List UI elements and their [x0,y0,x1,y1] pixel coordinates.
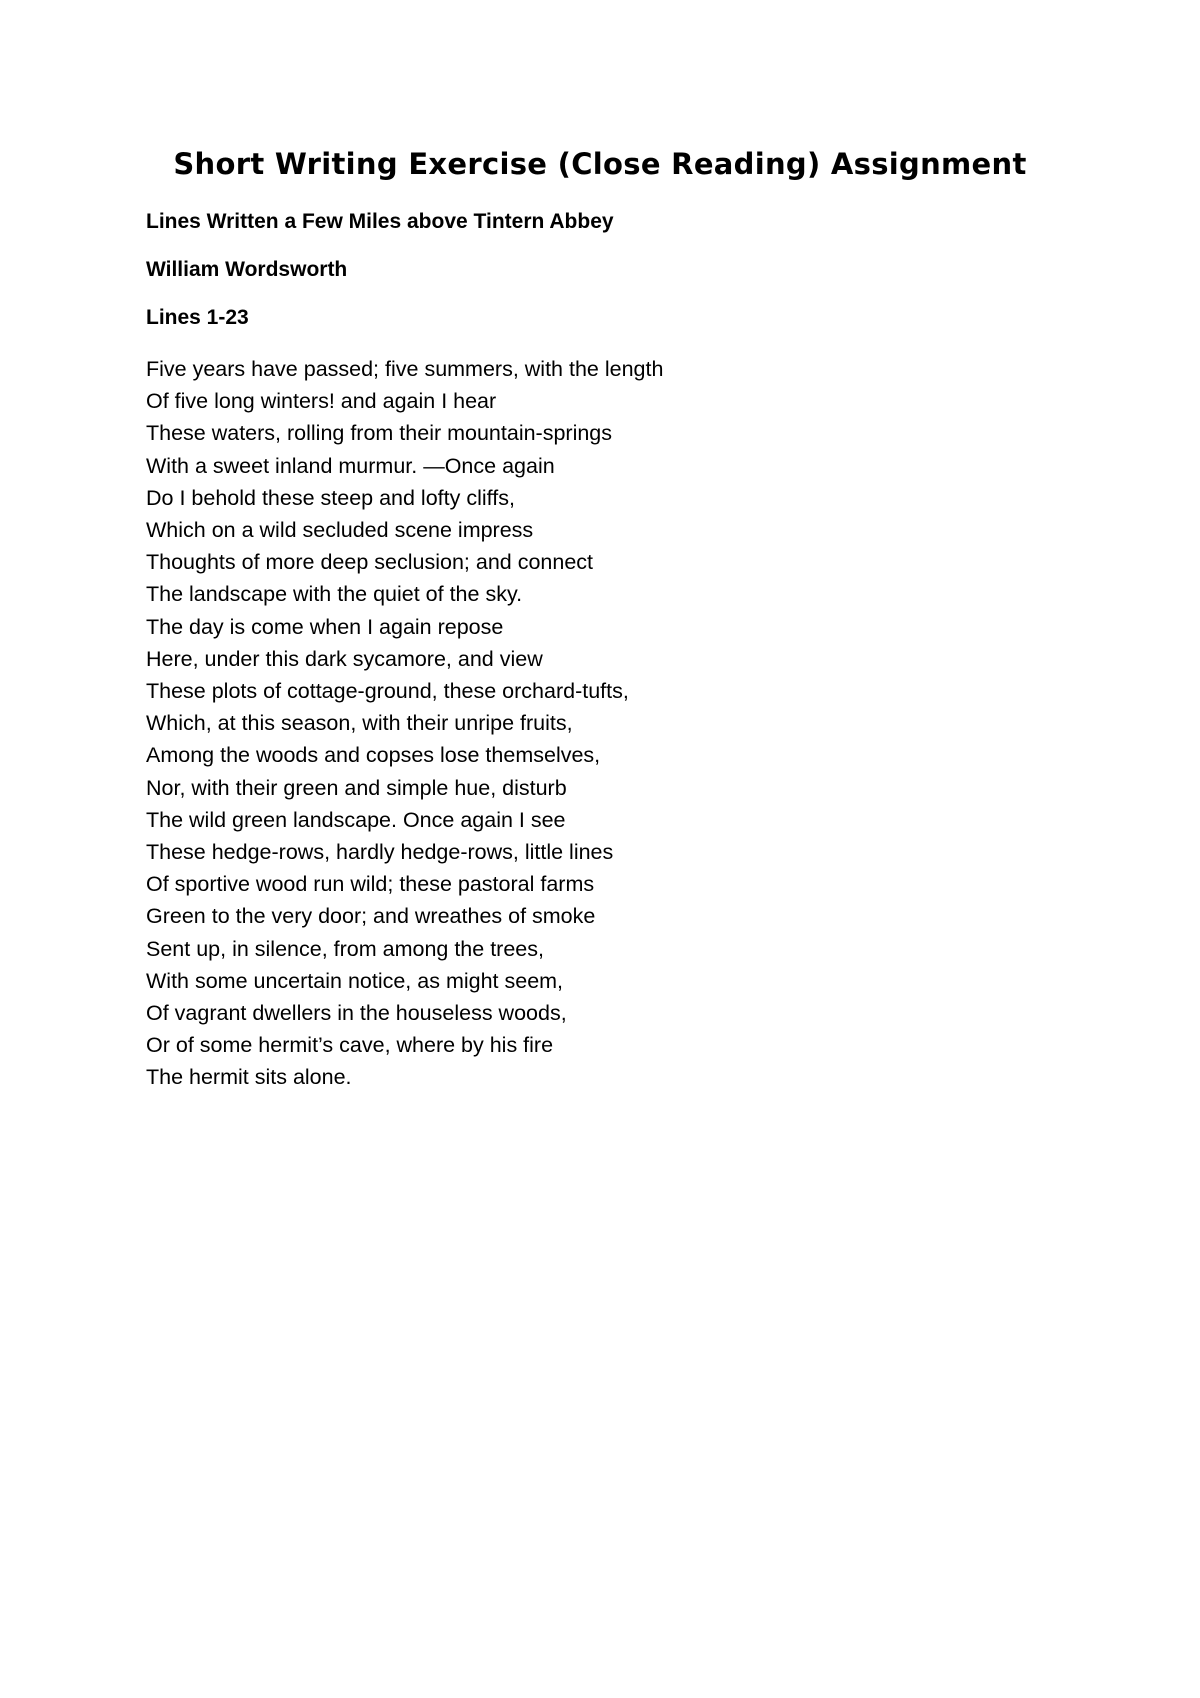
poem-title: Lines Written a Few Miles above Tintern Abbey [146,210,614,233]
poem-line: Here, under this dark sycamore, and view [146,646,543,671]
lines-range: Lines 1-23 [146,306,249,329]
poem-line: Nor, with their green and simple hue, disturb [146,775,567,800]
poem-line: Which, at this season, with their unripe fruits, [146,711,573,736]
page-title: Short Writing Exercise (Close Reading) Assignment [173,147,1027,181]
poem-line: Of five long winters! and again I hear [146,389,497,414]
poem-line: The hermit sits alone. [146,1065,352,1090]
poem-text [146,353,1046,1094]
poem-line: Green to the very door; and wreathes of smoke [146,904,596,929]
poem-line: These hedge-rows, hardly hedge-rows, little lines [146,840,614,865]
poem-line: The wild green landscape. Once again I see [146,807,566,832]
poem-line: Which on a wild secluded scene impress [146,518,534,543]
poem-line: Of sportive wood run wild; these pastoral farms [146,872,595,897]
poem-line: Among the woods and copses lose themselves, [146,743,601,768]
poem-line: The landscape with the quiet of the sky. [146,582,523,607]
poem-line: Five years have passed; five summers, with the length [146,357,664,381]
poem-line: The day is come when I again repose [146,614,504,639]
poem-line: These waters, rolling from their mountain-springs [146,421,613,446]
poem-line: With some uncertain notice, as might seem, [146,968,564,993]
poem-line: Of vagrant dwellers in the houseless woods, [146,1001,567,1026]
poem-line: With a sweet inland murmur. —Once again [146,453,555,478]
poem-line: Sent up, in silence, from among the trees, [146,936,544,961]
poem-line: Or of some hermit’s cave, where by his fire [146,1033,554,1058]
poem-line: Do I behold these steep and lofty cliffs, [146,485,515,510]
poem-line: Thoughts of more deep seclusion; and connect [146,550,594,575]
poem-author: William Wordsworth [146,258,348,281]
poem-line: These plots of cottage-ground, these orchard-tufts, [146,679,629,704]
